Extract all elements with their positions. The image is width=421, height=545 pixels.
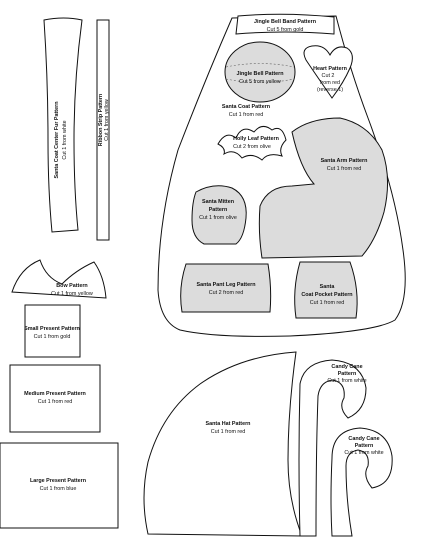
candy-cane-2-cut: Cut 1 from white <box>344 450 384 456</box>
santa-mitten-pattern <box>192 186 246 244</box>
medium-present-pattern <box>10 365 100 432</box>
jingle-bell-band-pattern <box>236 14 334 34</box>
bow-cut: Cut 1 from yellow <box>51 291 93 297</box>
santa-hat-title: Santa Hat Pattern <box>205 421 251 427</box>
jingle-bell-pattern <box>225 42 295 102</box>
candy-cane-2-title-2: Pattern <box>354 443 374 449</box>
santa-mitten-cut: Cut 1 from olive <box>199 215 237 221</box>
santa-coat-pocket-title-1: Santa <box>319 284 335 290</box>
santa-mitten-title-2: Pattern <box>208 207 228 213</box>
candy-cane-1-title-2: Pattern <box>337 371 357 377</box>
santa-hat-cut: Cut 1 from red <box>210 429 246 435</box>
large-present-cut: Cut 1 from blue <box>39 486 77 492</box>
ribbon-strip-title: Ribbon Strip Pattern <box>98 93 104 147</box>
small-present-title: Small Present Pattern <box>24 326 80 332</box>
santa-pant-leg-title: Santa Pant Leg Pattern <box>196 282 256 288</box>
candy-cane-pattern-2 <box>331 428 392 536</box>
candy-cane-1-title-1: Candy Cane <box>331 364 363 370</box>
medium-present-title: Medium Present Pattern <box>24 391 86 397</box>
holly-leaf-cut: Cut 2 from olive <box>233 144 271 150</box>
santa-pant-leg-outline <box>181 264 271 312</box>
heart-cut-count: Cut 2 <box>321 73 335 79</box>
santa-coat-cut: Cut 1 from red <box>228 112 264 118</box>
santa-coat-title: Santa Coat Pattern <box>221 104 271 110</box>
santa-coat-pocket-title-2: Coat Pocket Pattern <box>301 292 353 298</box>
santa-coat-pocket-pattern <box>295 262 357 318</box>
santa-pant-leg-pattern <box>181 264 271 312</box>
santa-coat-center-fur-title: Santa Coat Center Fur Pattern <box>54 101 60 179</box>
santa-hat-outline <box>144 352 302 536</box>
santa-arm-title: Santa Arm Pattern <box>320 158 368 164</box>
jingle-bell-title: Jingle Bell Pattern <box>236 71 284 77</box>
large-present-title: Large Present Pattern <box>29 478 87 484</box>
santa-coat-pocket-cut: Cut 1 from red <box>309 300 345 306</box>
small-present-cut: Cut 1 from gold <box>33 334 71 340</box>
small-present-pattern <box>24 305 80 357</box>
santa-coat-pocket-outline <box>295 262 357 318</box>
bow-title: Bow Pattern <box>56 283 88 289</box>
santa-pant-leg-cut: Cut 2 from red <box>208 290 244 296</box>
heart-cut-reverse: (reverse 1) <box>316 87 344 93</box>
santa-arm-cut: Cut 1 from red <box>326 166 362 172</box>
ribbon-strip-cut: Cut 1 from yellow <box>104 99 110 141</box>
ribbon-strip-pattern <box>97 20 110 240</box>
santa-mitten-title-1: Santa Mitten <box>201 199 235 205</box>
medium-present-cut: Cut 1 from red <box>37 399 73 405</box>
bow-pattern <box>12 260 106 298</box>
jingle-bell-cut: Cut 5 from yellow <box>239 79 281 85</box>
candy-cane-2-title-1: Candy Cane <box>348 436 380 442</box>
jingle-bell-band-title: Jingle Bell Band Pattern <box>253 19 317 25</box>
jingle-bell-band-cut: Cut 5 from gold <box>266 27 304 33</box>
santa-coat-center-fur-cut: Cut 1 from white <box>62 120 68 160</box>
large-present-pattern <box>0 443 118 528</box>
candy-cane-1-cut: Cut 1 from white <box>327 378 367 384</box>
holly-leaf-title: Holly Leaf Pattern <box>233 136 279 142</box>
santa-hat-pattern <box>144 352 302 536</box>
santa-coat-center-fur-pattern <box>44 18 82 232</box>
heart-cut-color: from red <box>319 80 341 86</box>
heart-title: Heart Pattern <box>313 66 347 72</box>
